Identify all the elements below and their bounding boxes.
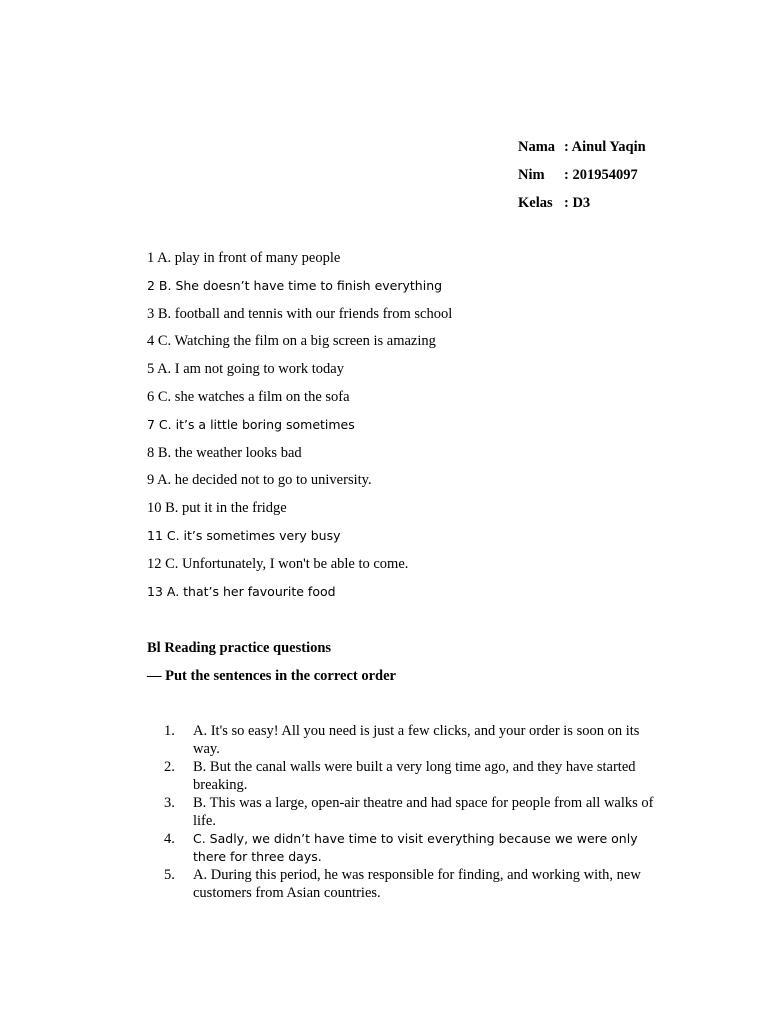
order-item-number: 3. (164, 795, 175, 811)
name-row (518, 137, 646, 165)
order-list-item (164, 722, 664, 758)
answer-item: 12 C. Unfortunately, I won't be able to come. (147, 555, 409, 572)
name-value: : Ainul Yaqin (564, 139, 646, 155)
order-item-text: A. During this period, he was responsible for finding, and working with, new customers from Asian countries. (193, 867, 641, 901)
nim-label: Nim (518, 167, 545, 183)
order-item-text: C. Sadly, we didn’t have time to visit everything because we were only there for three days. (193, 831, 638, 864)
order-list-item (164, 794, 664, 830)
answer-item: 10 B. put it in the fridge (147, 500, 287, 517)
answer-item: 3 B. football and tennis with our friends from school (147, 305, 453, 322)
order-item-text: A. It's so easy! All you need is just a few clicks, and your order is soon on its way. (193, 723, 640, 757)
section-subtitle: — Put the sentences in the correct order (147, 668, 396, 684)
class-value: : D3 (564, 195, 591, 211)
answer-item: 6 C. she watches a film on the sofa (147, 388, 350, 405)
order-item-text: B. This was a large, open-air theatre and had space for people from all walks of life. (193, 795, 654, 829)
answer-item: 1 A. play in front of many people (147, 250, 341, 266)
answer-item: 4 C. Watching the film on a big screen is amazing (147, 333, 436, 350)
answer-list (147, 248, 452, 609)
answer-item: 2 B. She doesn’t have time to finish everything (147, 277, 443, 293)
order-item-number: 4. (164, 831, 175, 847)
answer-item: 8 B. the weather looks bad (147, 444, 302, 461)
order-item-number: 1. (164, 723, 175, 739)
nim-row (518, 165, 646, 193)
answer-item: 9 A. he decided not to go to university. (147, 472, 372, 489)
order-item-text: B. But the canal walls were built a very long time ago, and they have started breaking. (193, 759, 636, 793)
student-identity (518, 137, 646, 221)
answer-item: 7 C. it’s a little boring sometimes (147, 416, 355, 432)
answer-item: 5 A. I am not going to work today (147, 361, 344, 378)
nim-value: : 201954097 (564, 167, 638, 183)
reading-section-header (147, 638, 396, 694)
order-item-number: 2. (164, 759, 175, 775)
name-label: Nama (518, 139, 556, 155)
order-list-item (164, 866, 664, 902)
class-row (518, 193, 646, 221)
class-label: Kelas (518, 195, 553, 211)
order-list-item (164, 758, 664, 794)
answer-item: 13 A. that’s her favourite food (147, 583, 336, 599)
answer-item: 11 C. it’s sometimes very busy (147, 527, 341, 543)
order-item-number: 5. (164, 867, 175, 883)
order-list (164, 722, 664, 902)
order-list-item (164, 830, 664, 866)
section-title: Bl Reading practice questions (147, 640, 332, 656)
